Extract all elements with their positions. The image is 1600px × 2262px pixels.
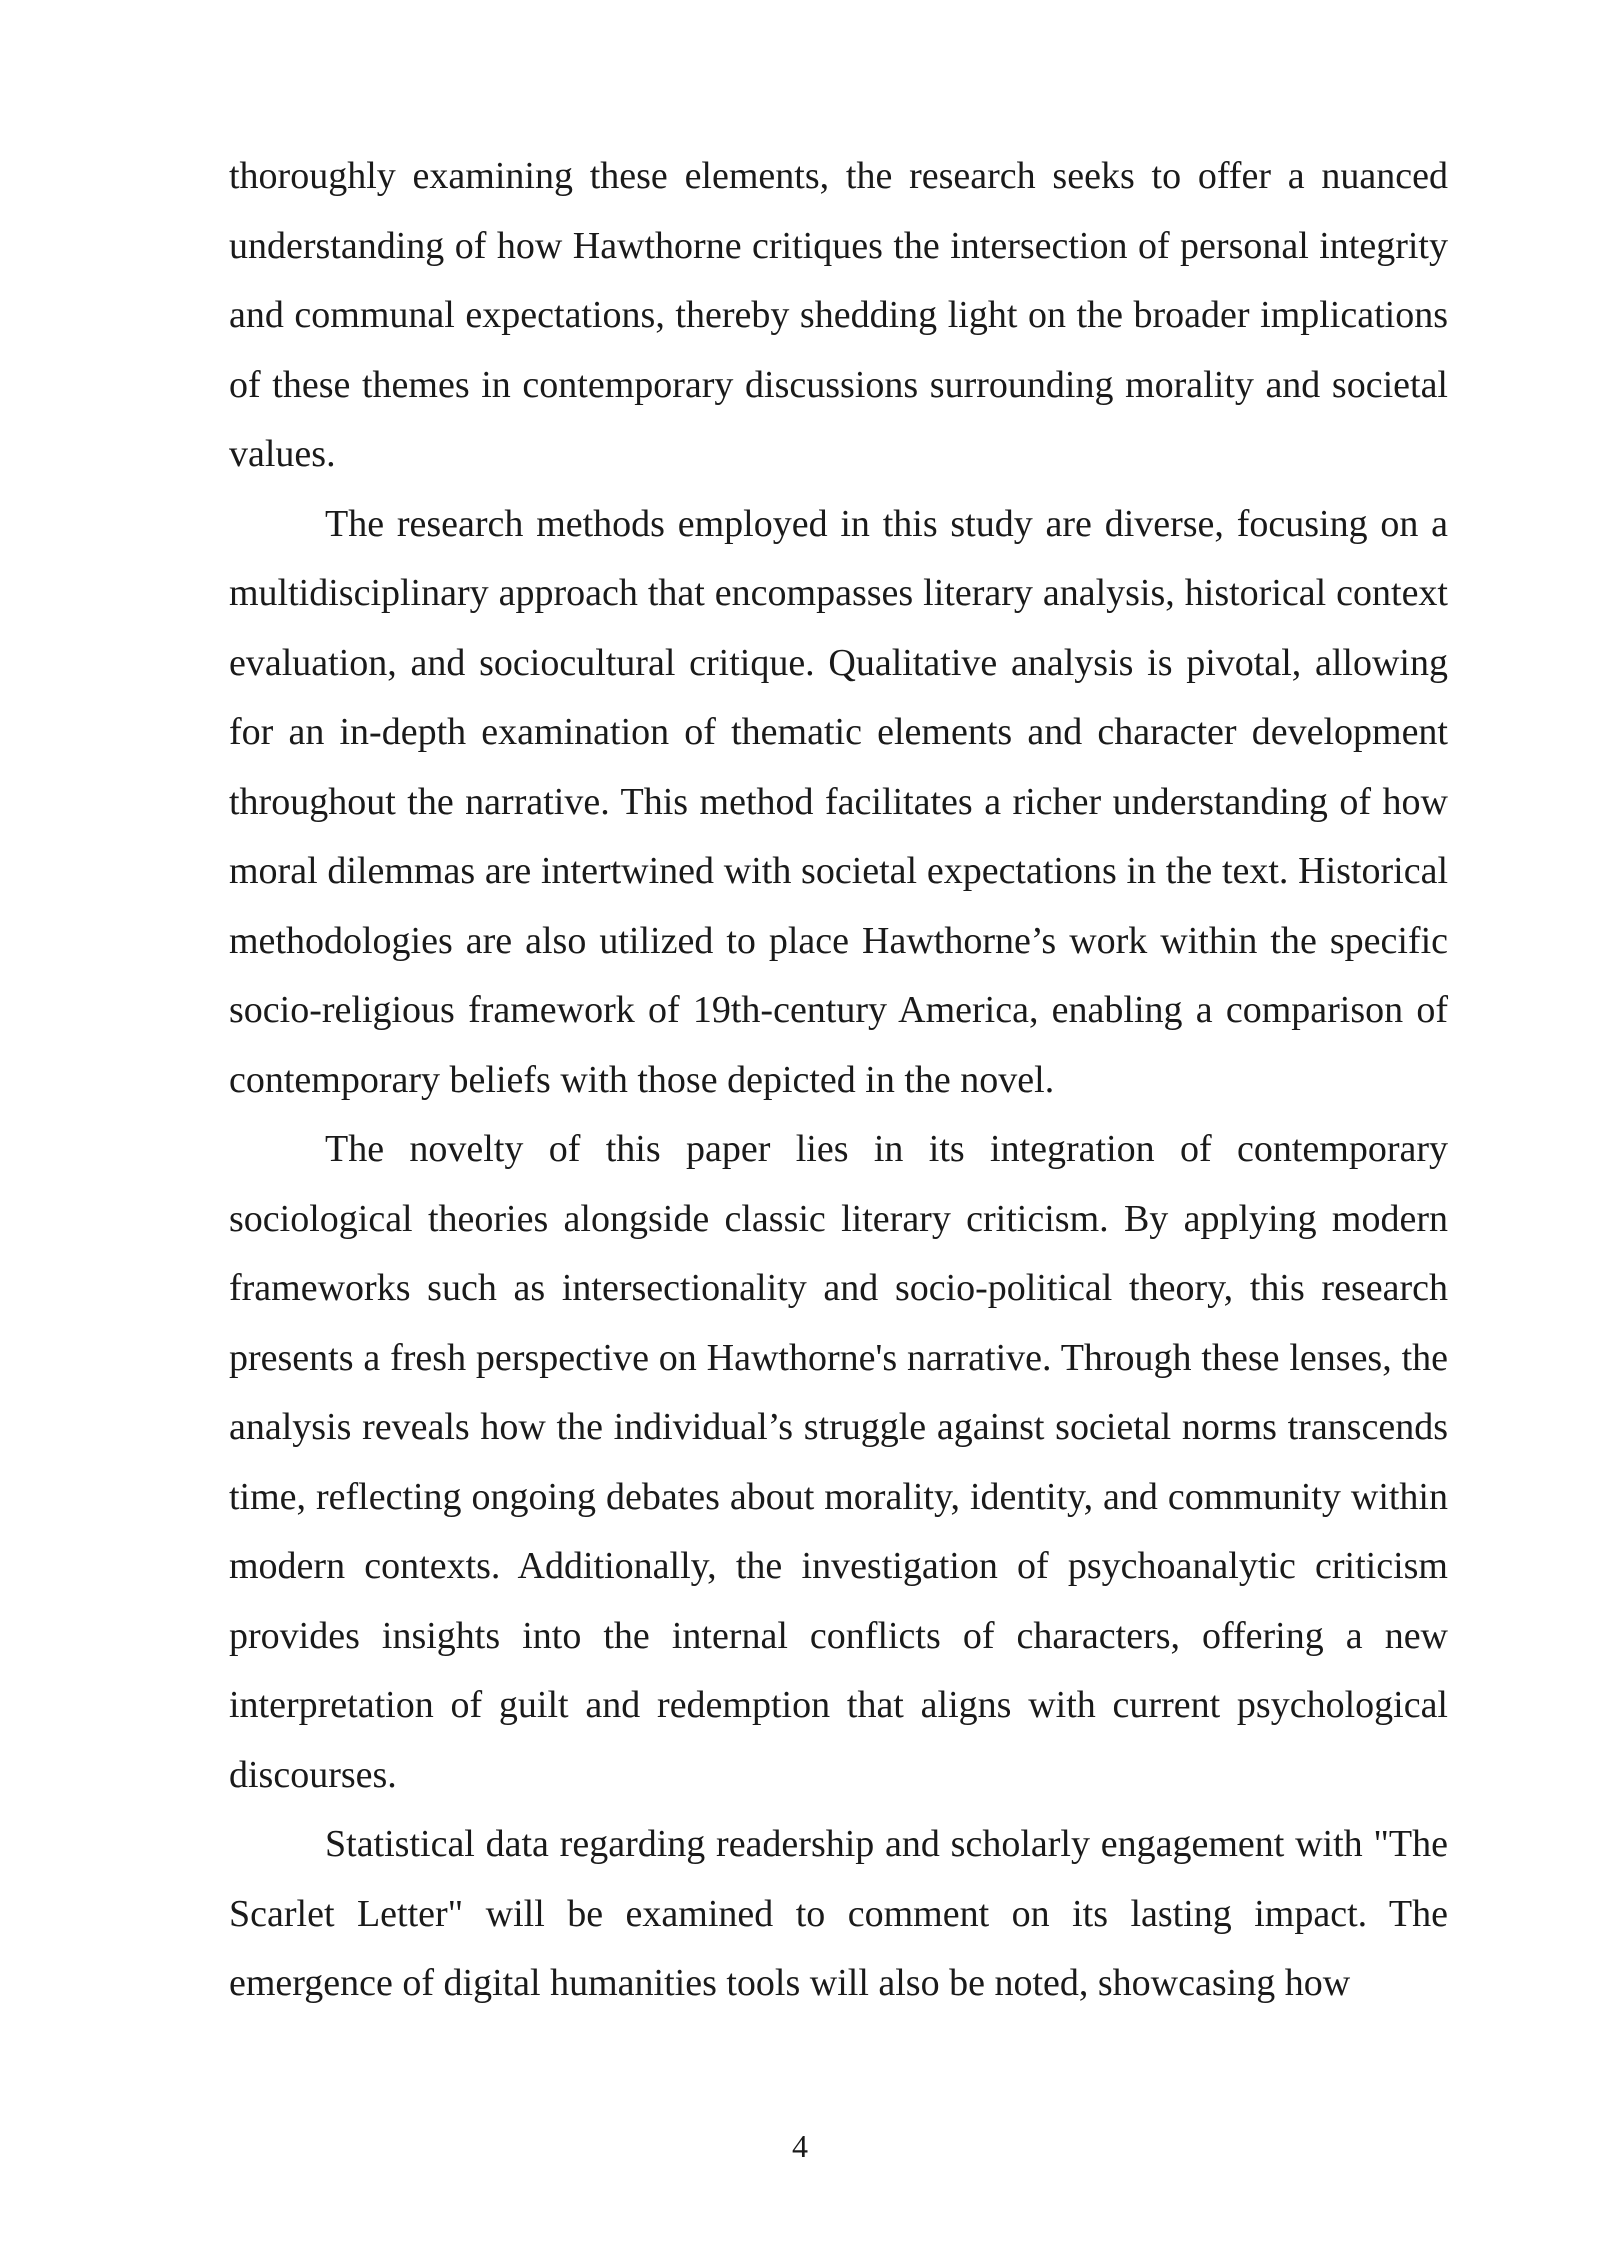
paragraph-1: thoroughly examining these elements, the research seeks to offer a nuanced understanding of how Hawthorne critiques the intersection of personal integrity and communal expectations, thereby shedding light on the broader implications of these themes in contemporary discussions surrounding morality and societal values. — [229, 155, 1448, 475]
page-number: 4 — [792, 2128, 808, 2164]
paragraph-3: The novelty of this paper lies in its integration of contemporary sociological theories alongside classic literary criticism. By applying modern frameworks such as intersectionality and socio-political theory, this research presents a fresh perspective on Hawthorne's narrative. Through these lenses, the analysis reveals how the individual’s struggle against societal norms transcends time, reflecting ongoing debates about morality, identity, and community within modern contexts. Additionally, the investigation of psychoanalytic criticism provides insights into the internal conflicts of characters, offering a new interpretation of guilt and redemption that aligns with current psychological discourses. — [229, 1128, 1448, 1796]
paragraph-2: The research methods employed in this study are diverse, focusing on a multidisciplinary approach that encompasses literary analysis, historical context evaluation, and sociocultural critique. Qualitative analysis is pivotal, allowing for an in-depth examination of thematic elements and character development throughout the narrative. This method facilitates a richer understanding of how moral dilemmas are intertwined with societal expectations in the text. Historical methodologies are also utilized to place Hawthorne’s work within the specific socio-religious framework of 19th-century America, enabling a comparison of contemporary beliefs with those depicted in the novel. — [229, 502, 1448, 1101]
body-text — [229, 142, 1448, 2019]
paragraph-4: Statistical data regarding readership and scholarly engagement with "The Scarlet Letter" will be examined to comment on its lasting impact. The emergence of digital humanities tools will also be noted, showcasing how — [229, 1823, 1448, 2004]
